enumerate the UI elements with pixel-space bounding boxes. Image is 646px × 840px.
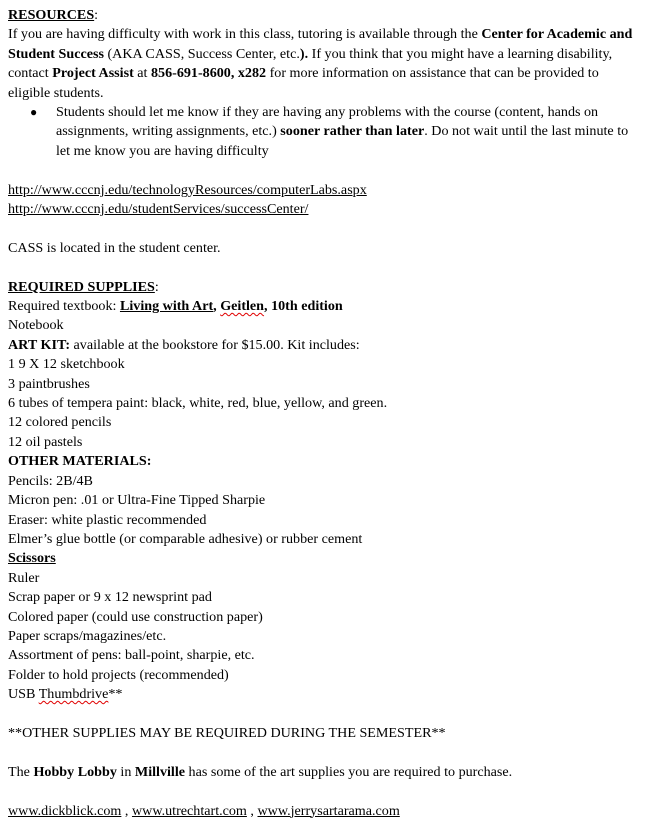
material-item: Assortment of pens: ball-point, sharpie, etc. — [8, 647, 255, 664]
material-item: Colored paper (could use construction paper) — [8, 608, 263, 625]
textbook-title: Living with Art — [119, 298, 214, 315]
computer-labs-link[interactable]: http://www.cccnj.edu/technologyResources/computerLabs.aspx — [8, 181, 367, 198]
kit-item: 1 9 X 12 sketchbook — [8, 356, 125, 373]
artkit-label: ART KIT: — [8, 336, 71, 353]
material-item: Folder to hold projects (recommended) — [8, 666, 229, 683]
bullet-dot-icon: ● — [30, 105, 38, 120]
material-item: Pencils: 2B/4B — [8, 472, 93, 489]
textbook-author: Geitlen — [220, 298, 265, 315]
supplies-heading-line: REQUIRED SUPPLIES: — [8, 278, 159, 295]
kit-item: 12 colored pencils — [8, 414, 112, 431]
hobby-lobby-line: The Hobby Lobby in Millville has some of the art supplies you are required to purchase. — [8, 763, 513, 780]
kit-item: 6 tubes of tempera paint: black, white, red, blue, yellow, and green. — [8, 395, 388, 412]
other-materials-label: OTHER MATERIALS: — [8, 453, 152, 470]
dickblick-link[interactable]: www.dickblick.com — [8, 802, 122, 819]
notebook-item: Notebook — [8, 317, 64, 334]
cass-location: CASS is located in the student center. — [8, 239, 221, 256]
kit-item: 3 paintbrushes — [8, 375, 90, 392]
scissors-item: Scissors — [8, 550, 56, 567]
material-item: Scrap paper or 9 x 12 newsprint pad — [8, 589, 212, 606]
material-item: Paper scraps/magazines/etc. — [8, 627, 167, 644]
usb-item: USB Thumbdrive** — [8, 686, 123, 703]
project-assist-phone: 856-691-8600, x282 — [150, 65, 267, 82]
project-assist: Project Assist — [52, 65, 134, 82]
supplies-heading: REQUIRED SUPPLIES — [8, 278, 155, 295]
material-item: Eraser: white plastic recommended — [8, 511, 207, 528]
artkit-line: ART KIT: available at the bookstore for $15.00. Kit includes: — [8, 336, 360, 353]
material-item: Ruler — [8, 569, 40, 586]
jerrysartarama-link[interactable]: www.jerrysartarama.com — [257, 802, 400, 819]
textbook-line: Required textbook: Living with Art, Geitlen, 10th edition — [8, 298, 343, 315]
material-item: Elmer’s glue bottle (or comparable adhesive) or rubber cement — [8, 530, 363, 547]
resources-paragraph: If you are having difficulty with work in this class, tutoring is available through the Center for Academic and Student Success (AKA CASS, Success Center, etc.). If you think that you might have a learning disability, contact Project Assist at 856-691-8600, x282 for more information on assistance that can be provided to eligible students. — [8, 26, 633, 101]
utrechtart-link[interactable]: www.utrechtart.com — [131, 802, 247, 819]
supplies-notice: **OTHER SUPPLIES MAY BE REQUIRED DURING THE SEMESTER** — [8, 724, 446, 741]
bullet-item: ● Students should let me know if they are having any problems with the course (content, hands on assignments, writing assignments, etc.) sooner rather than later. Do not wait until the last minute to let me know you are having difficulty — [30, 104, 629, 159]
document-body — [8, 6, 638, 821]
supplier-links: www.dickblick.com , www.utrechtart.com , www.jerrysartarama.com — [8, 802, 400, 819]
resources-heading: RESOURCES — [8, 7, 95, 23]
resources-heading-line: RESOURCES: — [8, 7, 99, 23]
material-item: Micron pen: .01 or Ultra-Fine Tipped Sharpie — [8, 492, 266, 509]
kit-item: 12 oil pastels — [8, 433, 83, 450]
cass-name: Center for Academic and Student Success — [8, 26, 633, 62]
success-center-link[interactable]: http://www.cccnj.edu/studentServices/successCenter/ — [8, 201, 309, 218]
